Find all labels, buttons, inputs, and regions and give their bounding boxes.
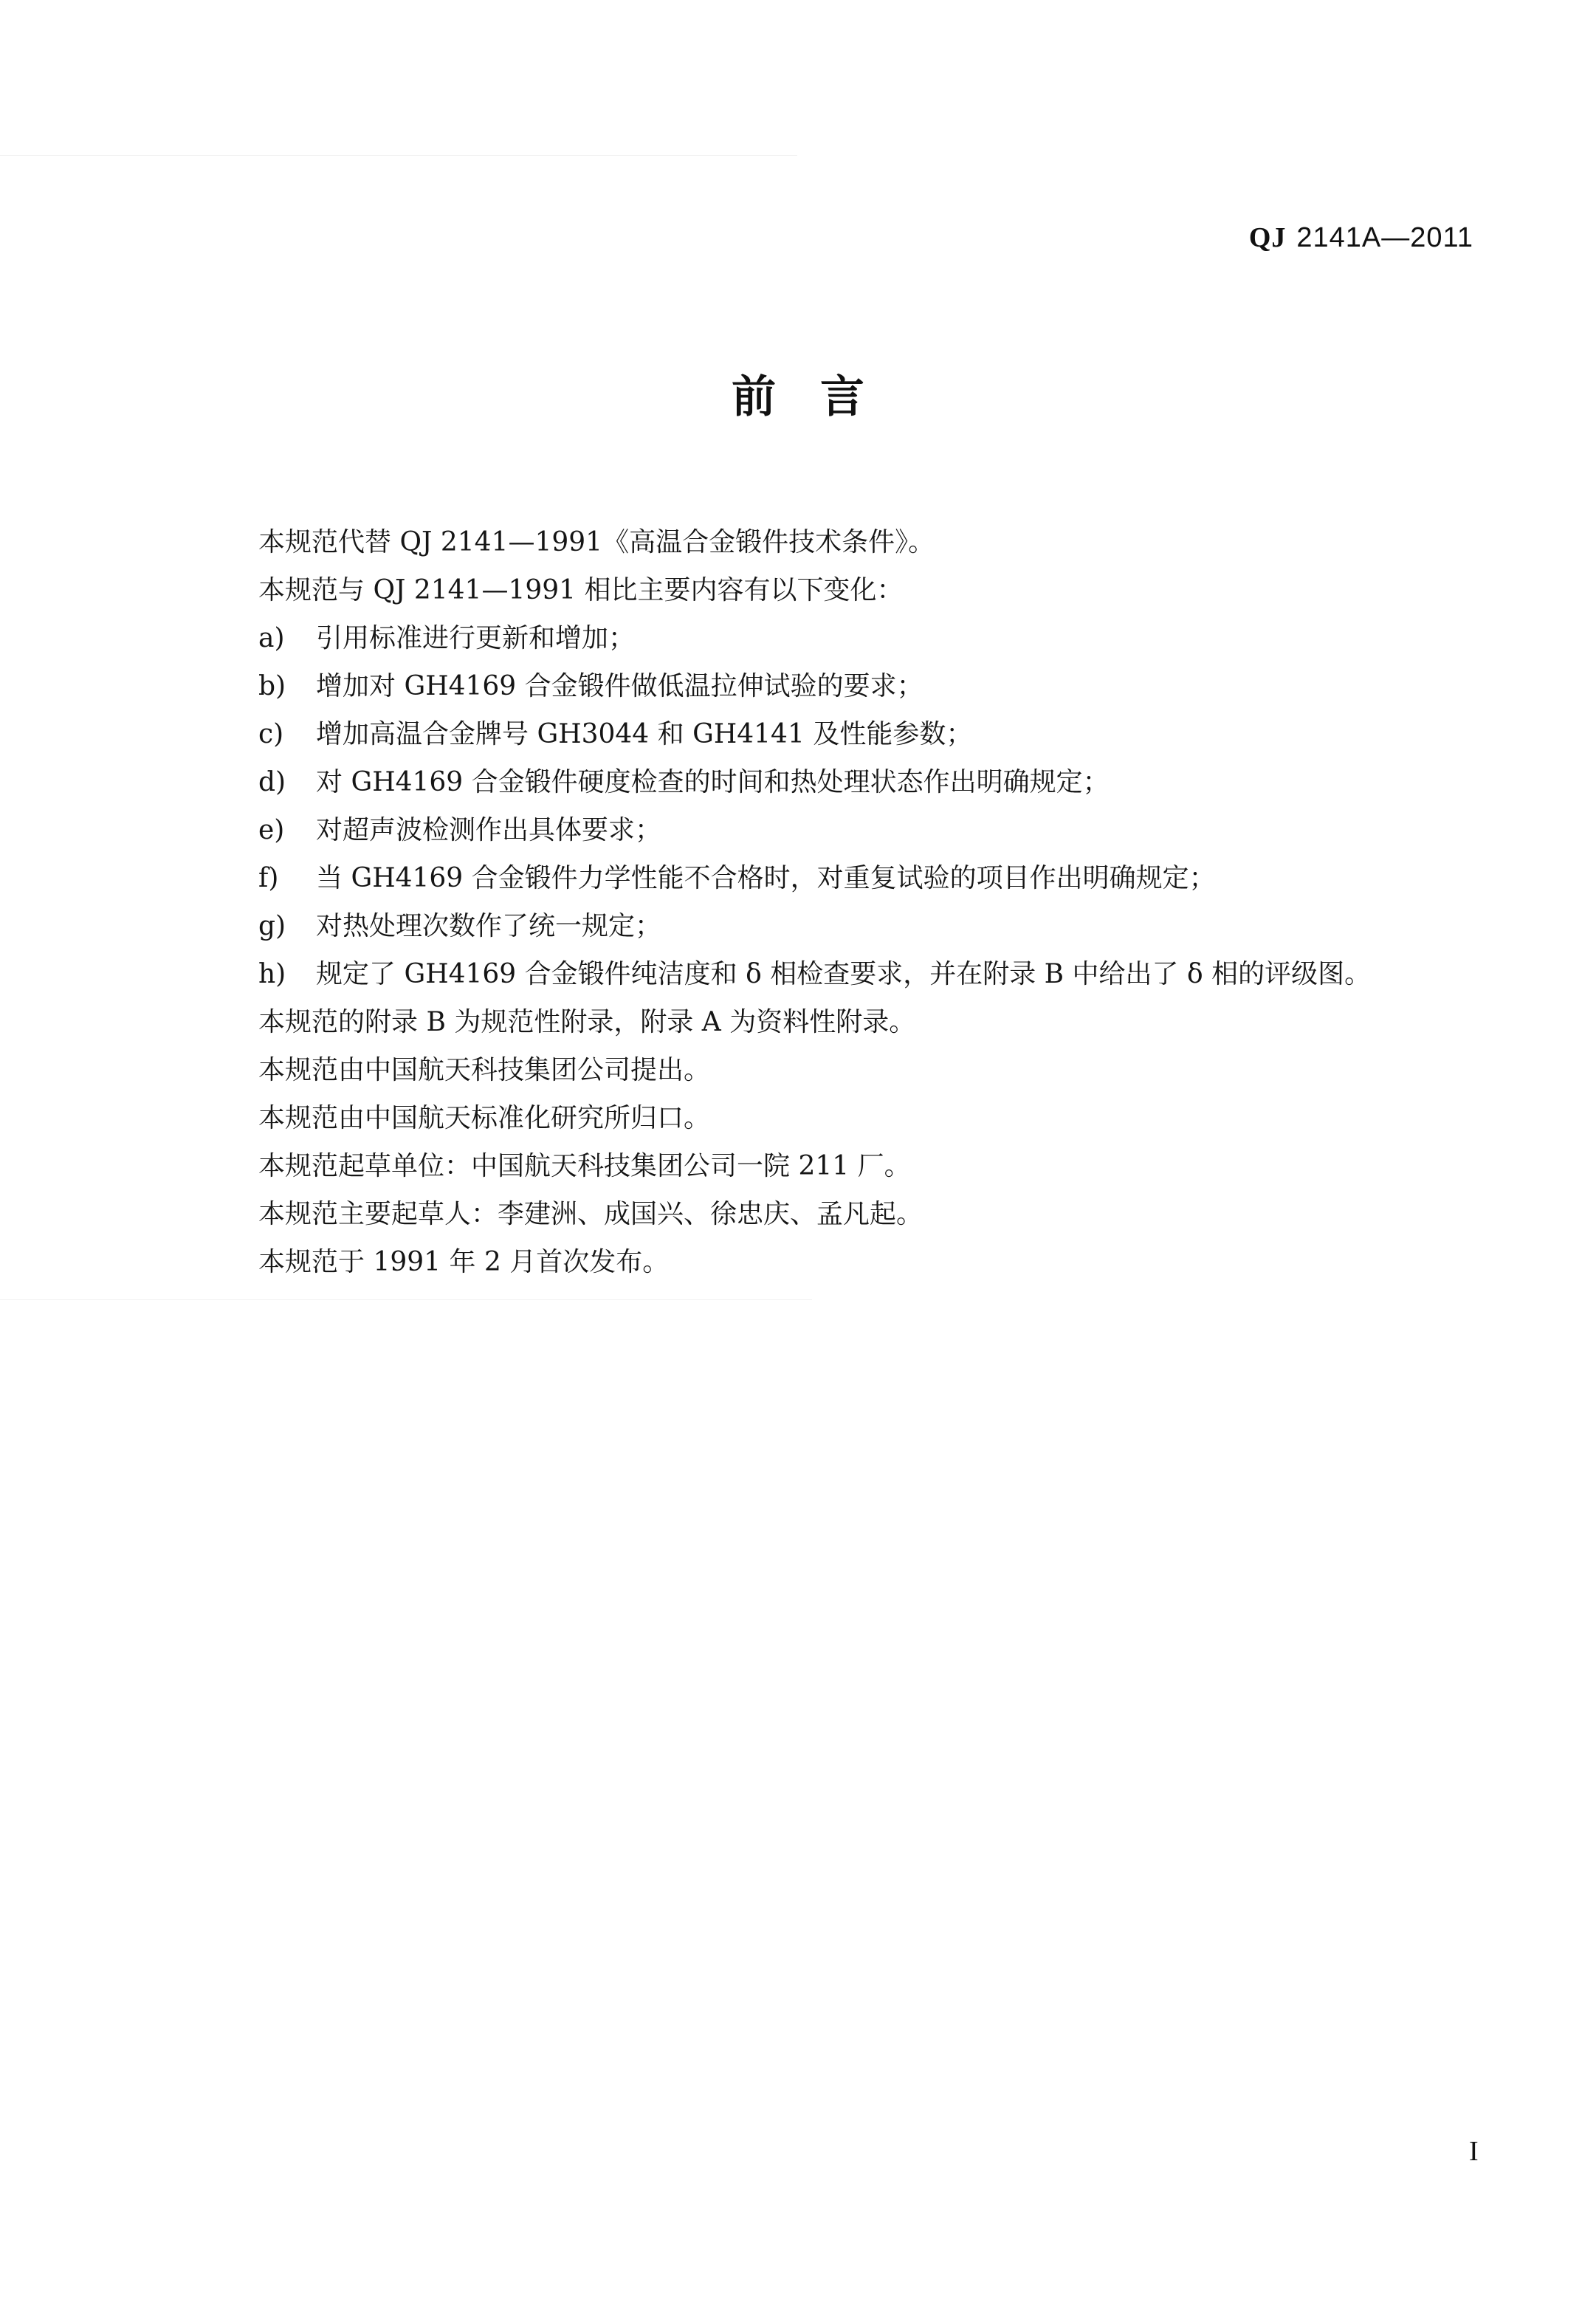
paragraph-proposed-by: 本规范由中国航天科技集团公司提出。: [258, 1055, 711, 1085]
list-item-text: 当 GH4169 合金锻件力学性能不合格时，对重复试验的项目作出明确规定；: [316, 863, 1216, 893]
page-title: 前言: [732, 371, 909, 423]
list-item: [258, 710, 1513, 758]
standard-code: [1249, 221, 1473, 254]
list-item: [258, 662, 1513, 710]
list-marker: d): [258, 767, 286, 797]
foreword-body: [258, 518, 1513, 1286]
list-marker: f): [258, 863, 279, 893]
list-item-text: 引用标准进行更新和增加；: [316, 623, 636, 653]
list-item-text: 对 GH4169 合金锻件硬度检查的时间和热处理状态作出明确规定；: [316, 767, 1110, 797]
list-marker: e): [258, 815, 285, 845]
page-number: I: [1469, 2136, 1479, 2167]
list-item-text: 对超声波检测作出具体要求；: [316, 815, 662, 845]
list-item: [258, 614, 1513, 662]
standard-prefix: QJ: [1248, 222, 1287, 253]
list-marker: b): [258, 671, 286, 701]
scan-artifact-line: [0, 155, 797, 156]
list-marker: g): [258, 911, 286, 941]
standard-number: 2141A—2011: [1296, 222, 1473, 253]
list-item-text: 对热处理次数作了统一规定；: [316, 911, 662, 941]
paragraph-administered-by: 本规范由中国航天标准化研究所归口。: [258, 1103, 711, 1133]
list-item-text: 增加高温合金牌号 GH3044 和 GH4141 及性能参数；: [316, 719, 973, 749]
list-item-text: 规定了 GH4169 合金锻件纯洁度和 δ 相检查要求，并在附录 B 中给出了 δ 相的评级图。: [316, 959, 1372, 989]
paragraph-replaces: 本规范代替 QJ 2141—1991《高温合金锻件技术条件》。: [258, 527, 935, 557]
list-item: [258, 758, 1513, 806]
paragraph-changes-intro: 本规范与 QJ 2141—1991 相比主要内容有以下变化：: [258, 575, 904, 605]
paragraph-drafters: 本规范主要起草人：李建洲、成国兴、徐忠庆、孟凡起。: [258, 1199, 923, 1229]
paragraph-drafting-unit: 本规范起草单位：中国航天科技集团公司一院 211 厂。: [258, 1151, 911, 1181]
list-item: [258, 950, 1513, 998]
paragraph-first-published: 本规范于 1991 年 2 月首次发布。: [258, 1247, 670, 1277]
paragraph-appendix-note: 本规范的附录 B 为规范性附录，附录 A 为资料性附录。: [258, 1007, 916, 1037]
list-marker: c): [258, 719, 284, 749]
list-item-text: 增加对 GH4169 合金锻件做低温拉伸试验的要求；: [316, 671, 923, 701]
list-marker: a): [258, 623, 285, 653]
list-item: [258, 854, 1513, 902]
list-item: [258, 806, 1513, 854]
list-item: [258, 902, 1513, 950]
scan-artifact-line: [0, 1299, 812, 1300]
list-marker: h): [258, 959, 286, 989]
